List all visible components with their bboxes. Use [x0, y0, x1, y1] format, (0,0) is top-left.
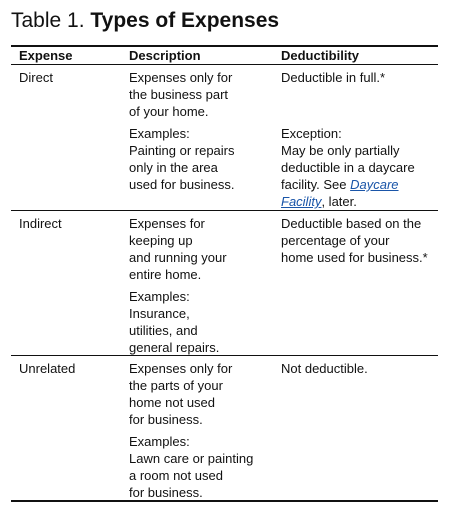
table-bottom-rule [11, 500, 438, 502]
row-direct-expense: Direct [19, 70, 53, 85]
header-top-rule [11, 45, 438, 47]
row-indirect-expense: Indirect [19, 216, 62, 231]
row-indirect-examples: Examples: Insurance, utilities, and general repairs. [129, 289, 220, 355]
column-header-expense: Expense [19, 48, 73, 63]
row-indirect-description: Expenses for keeping up and running your entire home. [129, 216, 227, 282]
row-direct-exception-text: Exception: May be only partially deductible in a daycare facility. See [281, 126, 415, 192]
table-title-prefix: Table 1. [11, 9, 85, 32]
row-divider-1 [11, 210, 438, 211]
facility-link[interactable]: Facility [281, 194, 322, 209]
row-direct-description: Expenses only for the business part of your home. [129, 70, 233, 119]
row-divider-2 [11, 355, 438, 356]
row-direct-deductibility: Deductible in full.* [281, 70, 386, 85]
column-header-deductibility: Deductibility [281, 48, 360, 63]
row-unrelated-description: Expenses only for the parts of your home not used for business. [129, 361, 233, 427]
daycare-link[interactable]: Daycare [350, 177, 399, 192]
table-title-main: Types of Expenses [90, 9, 280, 32]
row-direct-examples: Examples: Painting or repairs only in the area used for business. [129, 126, 235, 192]
row-unrelated-deductibility: Not deductible. [281, 361, 368, 376]
row-direct-exception [281, 125, 415, 210]
row-unrelated-expense: Unrelated [19, 361, 76, 376]
column-header-description: Description [129, 48, 201, 63]
table-title [11, 8, 279, 34]
row-indirect-deductibility: Deductible based on the percentage of your home used for business.* [281, 216, 428, 265]
header-bottom-rule [11, 64, 438, 65]
row-direct-exception-tail: , later. [321, 194, 357, 209]
row-unrelated-examples: Examples: Lawn care or painting a room not used for business. [129, 434, 254, 500]
